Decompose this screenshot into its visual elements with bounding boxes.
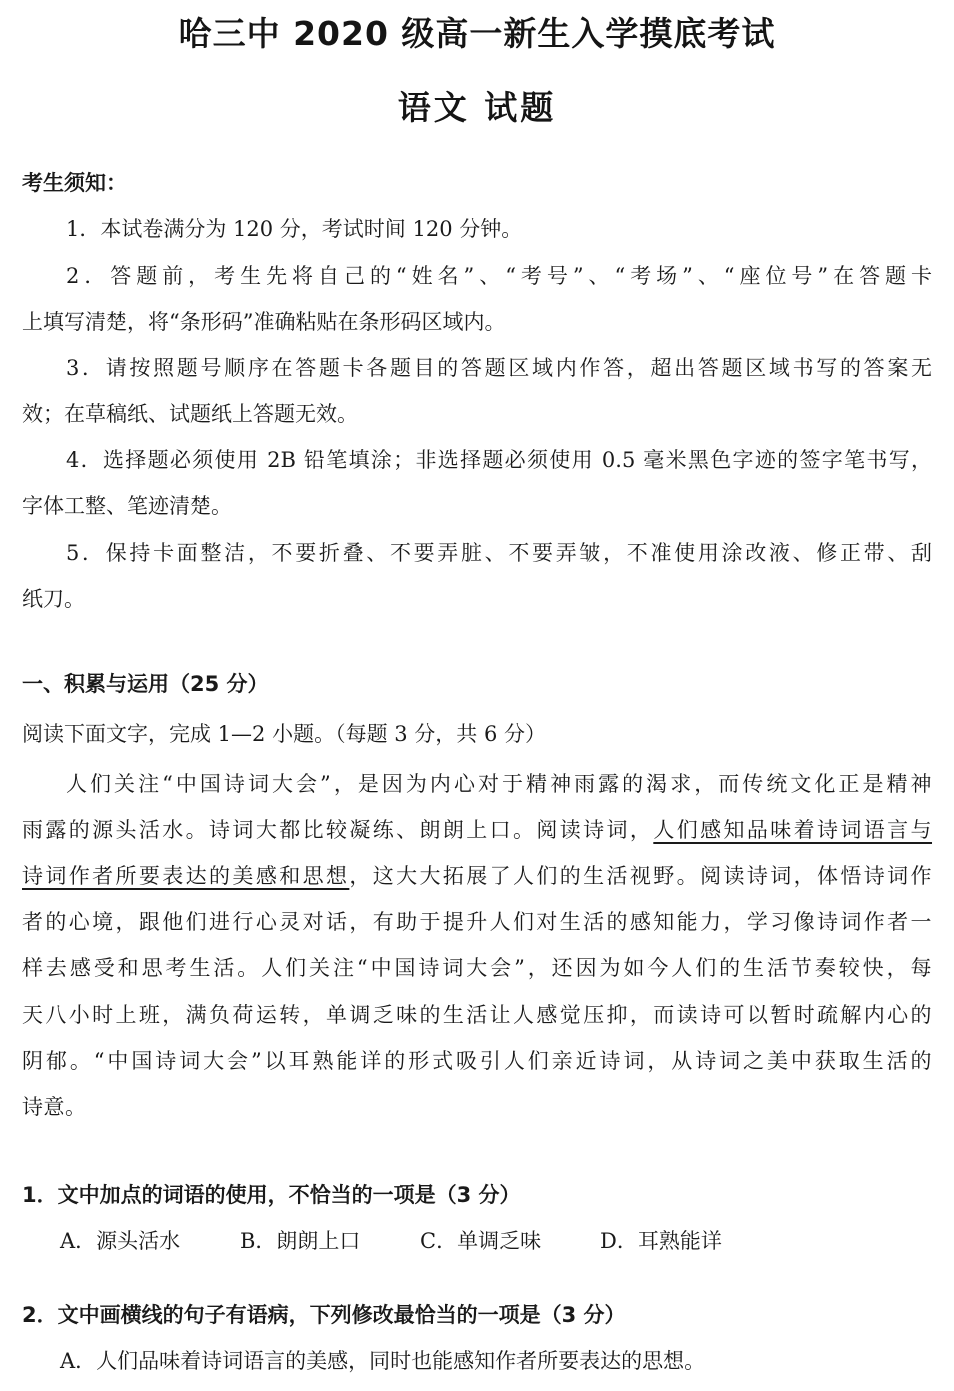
notice-line-7: 字体工整、笔迹清楚。 [22, 494, 232, 518]
notice-line-2: 2．答题前，考生先将自己的“姓名”、“考号”、“考场”、“座位号”在答题卡 [66, 264, 932, 288]
question-2-stem: 2．文中画横线的句子有语病，下列修改最恰当的一项是（3 分） [22, 1303, 626, 1327]
passage-line-6: 天八小时上班，满负荷运转，单调乏味的生活让人感觉压抑，而读诗可以暂时疏解内心的 [22, 1003, 932, 1027]
section-heading: 一、积累与运用（25 分） [22, 672, 269, 696]
notice-line-1: 1．本试卷满分为 120 分，考试时间 120 分钟。 [66, 217, 523, 241]
question-1-options [60, 1226, 780, 1256]
passage-line-3 [22, 861, 932, 891]
question-1-stem: 1．文中加点的词语的使用，不恰当的一项是（3 分） [22, 1183, 521, 1207]
question-1-option-b: B．朗朗上口 [240, 1229, 361, 1253]
notice-line-6: 4．选择题必须使用 2B 铅笔填涂；非选择题必须使用 0.5 毫米黑色字迹的签字笔书写， [66, 448, 932, 472]
question-1-option-a: A．源头活水 [60, 1229, 181, 1253]
passage-line-8: 诗意。 [22, 1095, 87, 1119]
notice-line-5: 效；在草稿纸、试题纸上答题无效。 [22, 402, 358, 426]
notice-line-4: 3．请按照题号顺序在答题卡各题目的答题区域内作答，超出答题区域书写的答案无 [66, 356, 932, 380]
passage-line-7: 阴郁。“中国诗词大会”以耳熟能详的形式吸引人们亲近诗词，从诗词之美中获取生活的 [22, 1049, 932, 1073]
question-2-option-a: A．人们品味着诗词语言的美感，同时也能感知作者所要表达的思想。 [60, 1349, 706, 1373]
question-1-option-d: D．耳熟能详 [600, 1229, 722, 1253]
underlined-sentence-part-2: 诗词作者所要表达的美感和思想 [22, 864, 350, 888]
underlined-sentence-part-1: 人们感知品味着诗词语言与 [653, 818, 933, 842]
notice-line-3: 上填写清楚，将“条形码”准确粘贴在条形码区域内。 [22, 310, 506, 334]
passage-line-3-text: ，这大大拓展了人们的生活视野。阅读诗词，体悟诗词作 [349, 864, 932, 888]
passage-line-1: 人们关注“中国诗词大会”，是因为内心对于精神雨露的渴求，而传统文化正是精神 [66, 772, 932, 796]
notice-heading: 考生须知： [22, 171, 127, 195]
passage-line-4: 者的心境，跟他们进行心灵对话，有助于提升人们对生活的感知能力，学习像诗词作者一 [22, 910, 932, 934]
passage-line-2 [22, 815, 932, 845]
exam-title: 哈三中 2020 级高一新生入学摸底考试 [178, 14, 776, 53]
reading-instruction: 阅读下面文字，完成 1—2 小题。（每题 3 分，共 6 分） [22, 722, 546, 746]
passage-line-5: 样去感受和思考生活。人们关注“中国诗词大会”，还因为如今人们的生活节奏较快，每 [22, 956, 932, 980]
passage-line-2-text: 雨露的源头活水。诗词大都比较凝练、朗朗上口。阅读诗词， [22, 818, 654, 842]
notice-line-9: 纸刀。 [22, 587, 85, 611]
exam-subtitle: 语文 试题 [397, 88, 557, 127]
question-1-option-c: C．单调乏味 [420, 1229, 542, 1253]
notice-line-8: 5．保持卡面整洁，不要折叠、不要弄脏、不要弄皱，不准使用涂改液、修正带、刮 [66, 541, 932, 565]
